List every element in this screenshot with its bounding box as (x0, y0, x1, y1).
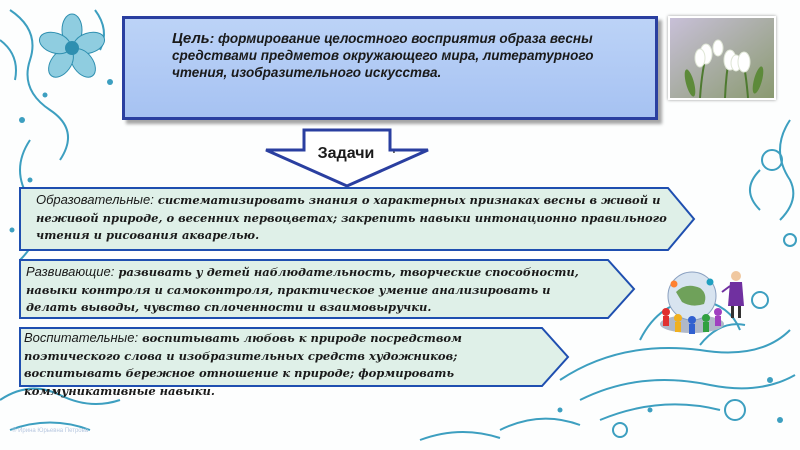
footer-credit: © Ирина Юрьевна Петрова (12, 428, 89, 434)
snowdrop-photo (668, 16, 776, 100)
goal-text (172, 30, 602, 81)
task-upbringing-text (24, 329, 544, 400)
teacher-icon (722, 271, 744, 318)
goal-body: : формирование целостного восприятия образа весны средствами предметов окружающего мира, литературного чтения, изобразительного искусства. (172, 31, 594, 80)
task-educational-lead: Образовательные: (36, 192, 154, 207)
globe-people-icon (656, 262, 746, 342)
task-developmental-text (26, 263, 604, 317)
tasks-header-label: Задачи (317, 145, 375, 162)
task-developmental-body: развивать у детей наблюдательность, творческие способности, навыки контроля и самоконтроля, практическое умение анализировать и делать выводы, чувство сплоченности и взаимовыручки. (26, 265, 579, 314)
task-developmental-lead: Развивающие: (26, 264, 115, 279)
goal-lead: Цель (172, 30, 210, 47)
task-upbringing-lead: Воспитательные: (24, 330, 139, 345)
task-educational-body: систематизировать знания о характерных признаках весны в живой и неживой природе, о весенних первоцветах; закрепить навыки интонационно правильного чтения и рисования акварелью. (36, 193, 667, 242)
tasks-header-dot: . (392, 140, 396, 156)
task-educational-text (36, 191, 676, 245)
task-upbringing-body: воспитывать любовь к природе посредством поэтического слова и изобразительных средств художников; воспитывать бережное отношение к природе; формировать коммуникативные навыки. (24, 331, 462, 398)
